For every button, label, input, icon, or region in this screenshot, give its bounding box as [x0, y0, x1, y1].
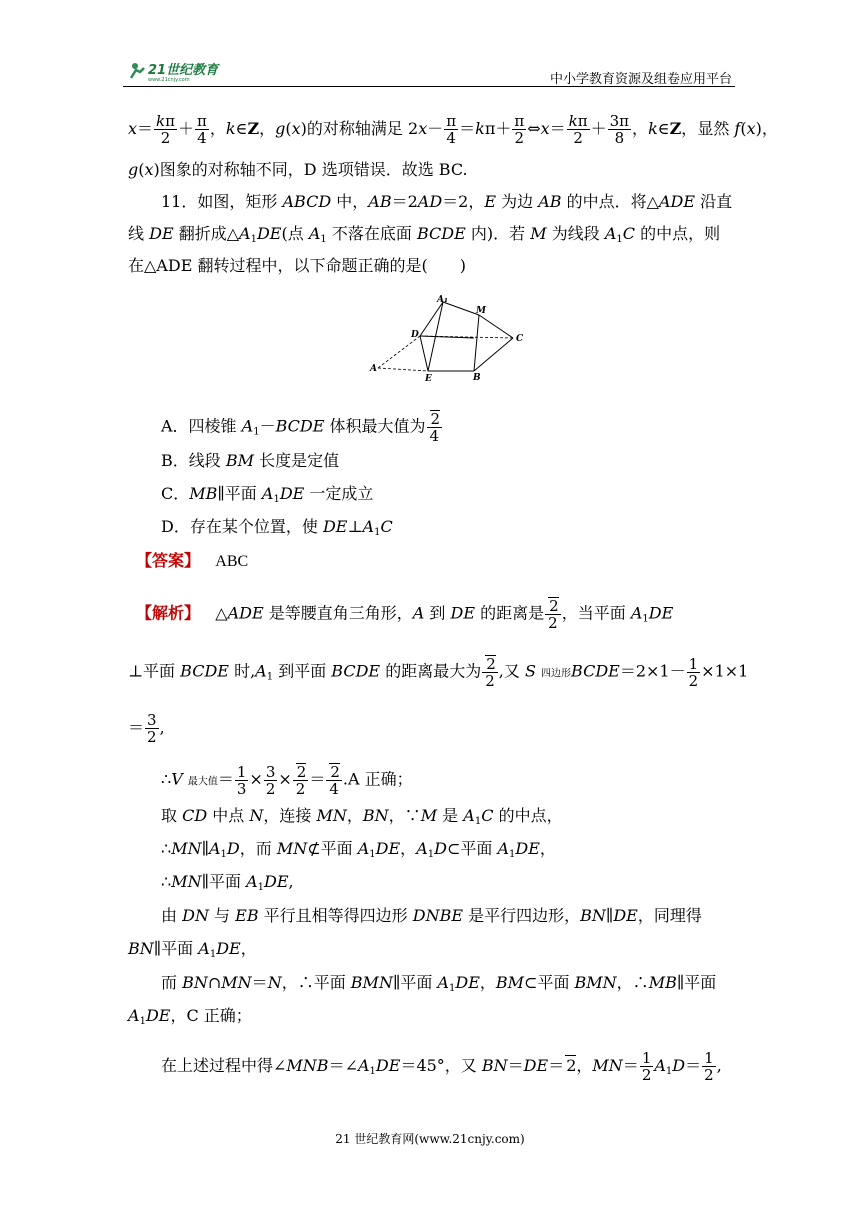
question-11-line-3: 在△ADE 翻转过程中，以下命题正确的是( ) [128, 256, 466, 275]
svg-text:D: D [411, 330, 419, 340]
analysis-line-8: 由 DN 与 EB 平行且相等得四边形 DNBE 是平行四边形，BN∥DE，同理得 [161, 906, 702, 925]
analysis-line-11: $A_1DE$，C 正确； [128, 1006, 252, 1027]
question-11-line-1: 11．如图，矩形 ABCD 中，AB＝2AD＝2，E 为边 AB 的中点．将△ADE 沿直 [161, 192, 733, 211]
svg-text:E: E [425, 374, 432, 383]
answer-line [136, 551, 248, 572]
analysis-line-5: 取 CD 中点 N，连接 MN，BN，∵M 是 $A_1C$ 的中点， [161, 806, 563, 827]
analysis-line-9: BN∥平面 $A_1DE$， [128, 939, 257, 960]
prev-line-1: x＝ $\frac{k\pi}{2}$ ＋ $\frac{\pi}{4}$ ，k∈Z，g(x)的对称轴满足 2x－ $\frac{\pi}{4}$ ＝kπ＋ $\frac{\pi}{2}$ ⇔x＝ $\frac{k\pi}{2}$ ＋ $\frac{3\pi}{8}$ ，k∈Z，显然 f(x)， [128, 112, 778, 147]
analysis-line-7: ∴MN∥平面 $A_1DE$, [161, 872, 294, 893]
option-b: B．线段 BM 长度是定值 [161, 451, 340, 470]
svg-text:www.21cnjy.com: www.21cnjy.com [148, 77, 190, 82]
svg-text:A: A [370, 364, 377, 374]
site-logo [128, 60, 224, 82]
prev-line-2: g(x)图象的对称轴不同，D 选项错误．故选 BC. [128, 160, 468, 179]
analysis-volume: ∴V 最大值＝ $\frac{1}{3}$ × $\frac{3}{2}$ × $\frac{2}{2}$ ＝ $\frac{2}{4}$ .A 正确； [161, 762, 413, 798]
analysis-line-12: 在上述过程中得$\angle MNB=\angle A_1DE=45^\circ$，又 BN＝DE＝ 2，MN＝ $\frac{1}{2}$ $A_1D=$ $\frac{1}{2}$ , [161, 1049, 722, 1084]
analysis-line-1: 【解析】 △ADE 是等腰直角三角形，A 到 DE 的距离是 $\frac{2}{2}$ ，当平面 $A_1DE$ [136, 597, 674, 632]
svg-text:B: B [473, 373, 481, 383]
svg-text:M: M [476, 306, 486, 316]
option-d: D．存在某个位置，使 $DE\perp A_1C$ [161, 517, 393, 538]
pyramid-diagram [368, 293, 528, 383]
analysis-label: 【解析】 [136, 603, 201, 623]
option-a: A．四棱锥 $A_1-BCDE$ 体积最大值为 $\frac{2}{4}$ [161, 410, 441, 445]
analysis-line-10: 而 BN∩MN＝N，∴平面 BMN∥平面 $A_1DE$，BM⊂平面 BMN，∴MB∥平面 [161, 973, 717, 994]
svg-text:C: C [516, 334, 524, 344]
analysis-line-2: ⊥平面 BCDE 时$,A_1$ 到平面 BCDE 的距离最大为 $\frac{2}{2}$ ,又 S 四边形BCDE＝2×1－ $\frac{1}{2}$ ×1×1 [128, 654, 749, 690]
question-11-line-2: 线 DE 翻折成$\triangle A_1DE$(点 $A_1$ 不落在底面 BCDE 内)．若 M 为线段 $A_1C$ 的中点，则 [128, 224, 721, 245]
option-c: C．MB∥平面 $A_1DE$ 一定成立 [161, 484, 374, 505]
header-platform-title: 中小学教育资源及组卷应用平台 [549, 72, 732, 87]
footer-text: 21 世纪教育网(www.21cnjy.com) [335, 1132, 525, 1146]
svg-text:21世纪教育: 21世纪教育 [148, 63, 219, 78]
header-divider [123, 86, 735, 87]
answer-label: 【答案】 [136, 551, 201, 570]
answer-value: ABC [215, 553, 249, 570]
svg-text:A₁: A₁ [437, 295, 448, 305]
analysis-line-3: ＝ $\frac{3}{2}$ , [128, 711, 165, 746]
analysis-line-6: $\therefore MN\parallel A_1D$，而 MN⊄平面 $A_1DE$，$A_1D\subset$平面 $A_1DE$， [161, 839, 556, 860]
